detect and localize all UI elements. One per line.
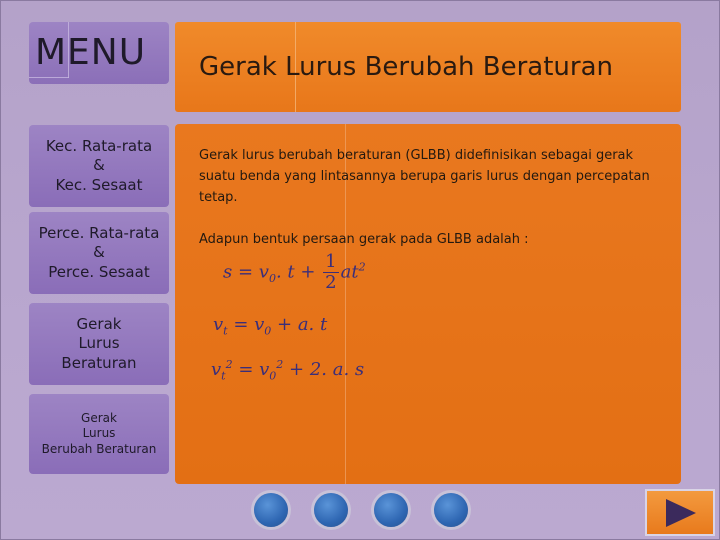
menu-item-line: Berubah Beraturan xyxy=(41,441,157,456)
eq-subscript: t xyxy=(221,369,226,383)
menu-item-line: Perce. Rata-rata xyxy=(38,223,160,242)
eq-text: v xyxy=(211,359,222,380)
eq-superscript: 2 xyxy=(276,358,284,371)
play-triangle-icon xyxy=(664,497,698,529)
menu-title-box xyxy=(29,22,169,84)
nav-circle-button-1[interactable] xyxy=(254,493,288,527)
menu-item-line: Lurus xyxy=(78,334,120,353)
menu-item-line: Lurus xyxy=(82,426,116,441)
page-title: Gerak Lurus Berubah Beraturan xyxy=(199,52,613,82)
equation-velocity-squared xyxy=(211,358,364,383)
eq-text: v xyxy=(213,314,224,335)
eq-superscript: 2 xyxy=(225,358,233,371)
menu-item-percepatan[interactable] xyxy=(29,212,169,294)
decor-line xyxy=(29,77,69,78)
eq-text: = v xyxy=(232,359,270,380)
eq-superscript: 2 xyxy=(358,260,366,274)
menu-item-line: & xyxy=(93,156,105,175)
eq-subscript: t xyxy=(223,324,228,338)
menu-item-line: Beraturan xyxy=(61,353,137,372)
eq-subscript: 0 xyxy=(264,324,272,338)
menu-item-line: Gerak xyxy=(76,314,122,333)
menu-item-line: Kec. Sesaat xyxy=(55,175,143,194)
next-slide-button[interactable] xyxy=(645,489,715,536)
content-panel xyxy=(175,124,681,484)
menu-item-line: Kec. Rata-rata xyxy=(45,136,153,155)
menu-item-glb[interactable] xyxy=(29,303,169,385)
eq-text: = v xyxy=(227,314,265,335)
menu-item-glbb[interactable] xyxy=(29,394,169,474)
nav-circle-button-2[interactable] xyxy=(314,493,348,527)
eq-text: . t + xyxy=(275,261,322,283)
menu-item-line: Perce. Sesaat xyxy=(48,262,150,281)
eq-subscript: 0 xyxy=(269,369,277,383)
menu-item-line: Gerak xyxy=(81,410,117,425)
eq-numerator: 1 xyxy=(325,251,337,272)
eq-denominator: 2 xyxy=(325,271,337,293)
eq-text: + 2. a. s xyxy=(283,359,365,380)
eq-subscript: 0 xyxy=(268,271,276,285)
nav-circle-button-3[interactable] xyxy=(374,493,408,527)
menu-title: MENU xyxy=(35,32,147,73)
eq-text: + a. t xyxy=(271,314,328,335)
menu-item-line: & xyxy=(93,243,105,262)
header-box xyxy=(175,22,681,112)
eq-text: s = v xyxy=(223,261,269,283)
definition-paragraph: Gerak lurus berubah beraturan (GLBB) didefinisikan sebagai gerak suatu benda yang lintasannya berupa garis lurus dengan percepatan tetap. xyxy=(199,148,650,205)
equations-intro: Adapun bentuk persaan gerak pada GLBB adalah : xyxy=(199,232,529,247)
eq-text: at xyxy=(340,261,359,283)
eq-fraction xyxy=(323,252,338,293)
menu-item-kecepatan[interactable] xyxy=(29,125,169,207)
equation-displacement xyxy=(223,252,366,293)
equation-velocity xyxy=(213,314,327,338)
nav-circle-button-4[interactable] xyxy=(434,493,468,527)
